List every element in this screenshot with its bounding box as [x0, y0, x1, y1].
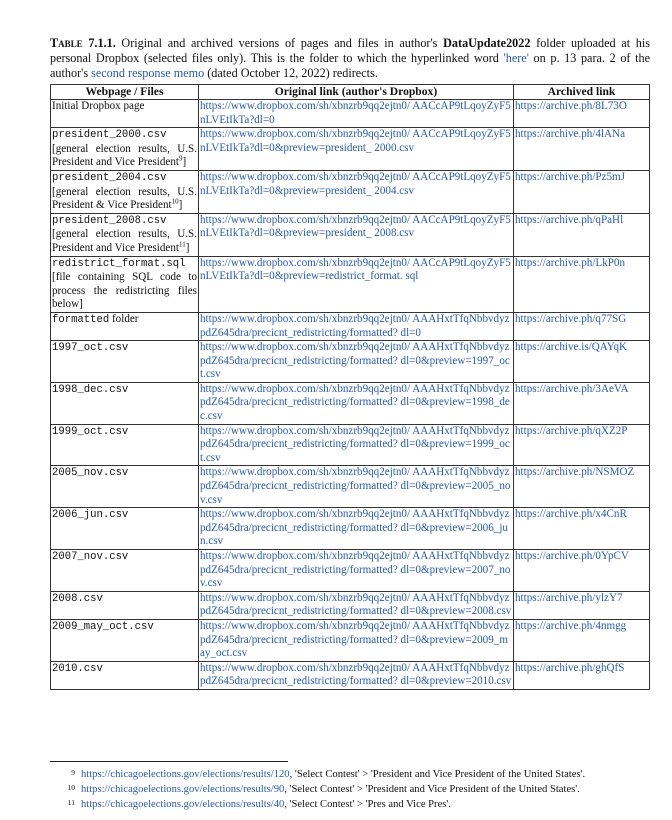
- archived-link[interactable]: https://archive.ph/q77SG: [515, 312, 627, 325]
- file-name: 2010.csv: [52, 662, 103, 675]
- footnote-body: [81, 797, 451, 812]
- footnote: [62, 767, 652, 782]
- file-name: formatted: [52, 313, 110, 326]
- footnote-body: [81, 782, 580, 797]
- file-cell: [51, 466, 199, 508]
- archived-link-cell: [514, 619, 650, 661]
- footnote-text: , 'Select Contest' > 'President and Vice President of the United States'.: [289, 769, 586, 780]
- file-description: [general election results, U.S. President & Vice President: [52, 185, 197, 212]
- archived-link-cell: [514, 424, 650, 466]
- original-link[interactable]: https://www.dropbox.com/sh/xbnzrb9qq2ejtn0/ AAAHxtTfqNbbvdyzpdZ645dra/precicnt_redistricting/formatted? dl=0&preview=2008.csv: [200, 591, 512, 618]
- file-cell: [51, 424, 199, 466]
- table-row: [51, 256, 650, 312]
- table-row: [51, 128, 650, 171]
- table-row: [51, 661, 650, 689]
- file-name: 2006_jun.csv: [52, 509, 129, 522]
- file-name: redistrict_format.sql: [52, 257, 186, 270]
- memo-link[interactable]: second response memo: [91, 66, 205, 80]
- archived-link-cell: [514, 128, 650, 171]
- archived-link[interactable]: https://archive.ph/3AeVA: [515, 382, 629, 395]
- original-link-cell: [199, 100, 514, 128]
- archived-link[interactable]: https://archive.ph/qPaHl: [515, 213, 624, 226]
- table-row: [51, 591, 650, 619]
- original-link-cell: [199, 466, 514, 508]
- original-link-cell: [199, 508, 514, 550]
- description-end: ]: [182, 156, 187, 169]
- archived-link-cell: [514, 100, 650, 128]
- file-description: [general election results, U.S. President and Vice President: [52, 228, 197, 254]
- table-header-row: [51, 85, 650, 100]
- original-link-cell: [199, 550, 514, 592]
- file-name: president_2000.csv: [52, 129, 167, 142]
- footnote-rule: [50, 761, 288, 762]
- table-row: [51, 619, 650, 661]
- file-name: 2007_nov.csv: [52, 551, 129, 563]
- footnote-marker: 9: [179, 154, 183, 163]
- original-link-cell: [199, 256, 514, 312]
- file-name: president_2004.csv: [52, 171, 167, 184]
- header-original-link: Original link (author's Dropbox): [199, 85, 514, 100]
- footnote-link[interactable]: https://chicagoelections.gov/elections/results/90: [81, 784, 285, 795]
- file-cell: [51, 312, 199, 340]
- file-cell: [51, 213, 199, 256]
- here-link[interactable]: 'here': [503, 51, 529, 65]
- archived-link-cell: [514, 213, 650, 256]
- footnotes: [62, 767, 652, 812]
- original-link[interactable]: https://www.dropbox.com/sh/xbnzrb9qq2ejtn0/ AAAHxtTfqNbbvdyzpdZ645dra/precicnt_redistricting/formatted? dl=0&preview=2009_may_oct.csv: [200, 619, 510, 660]
- file-cell: [51, 256, 199, 312]
- description-end: ]: [185, 241, 190, 254]
- archived-link[interactable]: https://archive.ph/LkP0n: [515, 256, 626, 269]
- page: [50, 36, 650, 690]
- table-row: [51, 100, 650, 128]
- archived-link-cell: [514, 341, 650, 383]
- footnote: [62, 782, 652, 797]
- file-name: 2005_nov.csv: [52, 467, 129, 480]
- footnote-number: 9: [71, 768, 75, 777]
- caption-text: on p. 13 para. 2 of the author's: [50, 51, 651, 80]
- original-link-cell: [199, 341, 514, 383]
- original-link[interactable]: https://www.dropbox.com/sh/xbnzrb9qq2ejtn0/ AAAHxtTfqNbbvdyzpdZ645dra/precicnt_redistricting/formatted? dl=0&preview=1999_oct.csv: [200, 424, 510, 464]
- archived-link-cell: [514, 591, 650, 619]
- file-name: 1998_dec.csv: [52, 383, 129, 396]
- caption-text: folder uploaded at his personal Dropbox (selected files only). This is the folder to which the hyperlinked word: [50, 36, 651, 65]
- table-label: Table 7.1.1.: [50, 36, 116, 50]
- file-description: [general election results, U.S. President and Vice President: [52, 142, 197, 169]
- footnote-number: 10: [67, 783, 75, 792]
- table-row: [51, 550, 650, 592]
- original-link-cell: [199, 661, 514, 689]
- file-name: 1997_oct.csv: [52, 342, 129, 355]
- footnote-text: , 'Select Contest' > 'Pres and Vice Pres'.: [284, 799, 451, 810]
- original-link[interactable]: https://www.dropbox.com/sh/xbnzrb9qq2ejtn0/ AACcAP9tLqoyZyF5nLVEtIkTa?dl=0&preview=president_ 2004.csv: [200, 170, 511, 197]
- archived-link[interactable]: https://archive.ph/0YpCV: [515, 550, 629, 562]
- original-link[interactable]: https://www.dropbox.com/sh/xbnzrb9qq2ejtn0/ AAAHxtTfqNbbvdyzpdZ645dra/precicnt_redistricting/formatted? dl=0&preview=2007_nov.csv: [200, 550, 511, 590]
- footnote-marker: 11: [179, 240, 186, 249]
- archived-link[interactable]: https://archive.ph/Pz5mJ: [515, 170, 626, 183]
- archived-link[interactable]: https://archive.ph/4lANa: [515, 128, 625, 141]
- table-caption: [50, 36, 650, 81]
- archived-link[interactable]: https://archive.ph/4nmgg: [515, 619, 627, 632]
- archived-link[interactable]: https://archive.is/QAYqK: [515, 341, 628, 354]
- file-description: [file containing SQL code to process the redistricting files below]: [52, 271, 197, 311]
- footnote-number: 11: [67, 798, 75, 807]
- original-link-cell: [199, 170, 514, 213]
- original-link[interactable]: https://www.dropbox.com/sh/xbnzrb9qq2ejtn0/ AAAHxtTfqNbbvdyzpdZ645dra/precicnt_redistricting/formatted? dl=0&preview=2006_jun.csv: [200, 508, 510, 548]
- archived-link[interactable]: https://archive.ph/8L73O: [515, 100, 627, 112]
- archived-link-cell: [514, 508, 650, 550]
- original-link[interactable]: https://www.dropbox.com/sh/xbnzrb9qq2ejtn0/ AACcAP9tLqoyZyF5nLVEtIkTa?dl=0&preview=president_ 2000.csv: [200, 128, 511, 154]
- original-link[interactable]: https://www.dropbox.com/sh/xbnzrb9qq2ejtn0/ AACcAP9tLqoyZyF5nLVEtIkTa?dl=0&preview=redistrict_format. sql: [200, 256, 511, 283]
- archived-link[interactable]: https://archive.ph/qXZ2P: [515, 424, 628, 437]
- file-cell: [51, 128, 199, 171]
- archived-link-cell: [514, 550, 650, 592]
- table-row: [51, 508, 650, 550]
- file-name: 2009_may_oct.csv: [52, 620, 154, 633]
- original-link-cell: [199, 591, 514, 619]
- original-link-cell: [199, 619, 514, 661]
- archived-link[interactable]: https://archive.ph/ghQfS: [515, 661, 625, 674]
- original-link[interactable]: https://www.dropbox.com/sh/xbnzrb9qq2ejtn0/ AAAHxtTfqNbbvdyzpdZ645dra/precicnt_redistricting/formatted? dl=0: [200, 312, 510, 339]
- file-cell: [51, 661, 199, 689]
- original-link[interactable]: https://www.dropbox.com/sh/xbnzrb9qq2ejtn0/ AAAHxtTfqNbbvdyzpdZ645dra/precicnt_redistricting/formatted? dl=0&preview=2005_nov.csv: [200, 466, 511, 506]
- archived-link[interactable]: https://archive.ph/NSMOZ: [515, 466, 635, 479]
- archived-link-cell: [514, 466, 650, 508]
- footnote-text: , 'Select Contest' > 'President and Vice President of the United States'.: [284, 784, 580, 795]
- file-cell: [51, 508, 199, 550]
- table-row: [51, 466, 650, 508]
- file-cell: [51, 382, 199, 424]
- original-link-cell: [199, 312, 514, 340]
- table-row: [51, 170, 650, 213]
- header-webpage-files: Webpage / Files: [51, 85, 199, 100]
- file-name: president_2008.csv: [52, 214, 167, 227]
- archived-link-cell: [514, 256, 650, 312]
- archived-link[interactable]: https://archive.ph/ylzY7: [515, 591, 623, 604]
- original-link[interactable]: https://www.dropbox.com/sh/xbnzrb9qq2ejtn0/ AAAHxtTfqNbbvdyzpdZ645dra/precicnt_redistricting/formatted? dl=0&preview=1998_dec.csv: [200, 382, 510, 423]
- table-row: [51, 213, 650, 256]
- original-link-cell: [199, 424, 514, 466]
- description-end: ]: [178, 199, 183, 212]
- original-link[interactable]: https://www.dropbox.com/sh/xbnzrb9qq2ejtn0/ AACcAP9tLqoyZyF5nLVEtIkTa?dl=0&preview=president_ 2008.csv: [200, 213, 511, 240]
- file-cell: [51, 100, 199, 128]
- table-row: [51, 382, 650, 424]
- archived-link-cell: [514, 170, 650, 213]
- footnote-link[interactable]: https://chicagoelections.gov/elections/results/40: [81, 799, 285, 810]
- file-cell: [51, 550, 199, 592]
- table-row: [51, 424, 650, 466]
- file-cell: [51, 619, 199, 661]
- file-cell: [51, 341, 199, 383]
- original-link[interactable]: https://www.dropbox.com/sh/xbnzrb9qq2ejtn0/ AAAHxtTfqNbbvdyzpdZ645dra/precicnt_redistricting/formatted? dl=0&preview=1997_oct.csv: [200, 341, 510, 381]
- original-link[interactable]: https://www.dropbox.com/sh/xbnzrb9qq2ejtn0/ AACcAP9tLqoyZyF5nLVEtIkTa?dl=0: [200, 100, 511, 126]
- file-cell: [51, 591, 199, 619]
- footnote-marker: 10: [171, 197, 179, 206]
- original-link[interactable]: https://www.dropbox.com/sh/xbnzrb9qq2ejtn0/ AAAHxtTfqNbbvdyzpdZ645dra/precicnt_redistricting/formatted? dl=0&preview=2010.csv: [200, 661, 512, 688]
- archived-link-cell: [514, 312, 650, 340]
- footnote-body: [81, 767, 585, 782]
- caption-text: (dated October 12, 2022) redirects.: [204, 66, 378, 80]
- footnote-link[interactable]: https://chicagoelections.gov/elections/results/120: [81, 769, 290, 780]
- file-name: Initial Dropbox page: [52, 100, 145, 112]
- file-cell: [51, 170, 199, 213]
- file-name: 2008.csv: [52, 592, 103, 605]
- links-table: [50, 84, 650, 690]
- original-link-cell: [199, 213, 514, 256]
- archived-link-cell: [514, 382, 650, 424]
- caption-text: Original and archived versions of pages and files in author's: [115, 36, 444, 50]
- table-row: [51, 341, 650, 383]
- original-link-cell: [199, 128, 514, 171]
- table-row: [51, 312, 650, 340]
- footnote: [62, 797, 652, 812]
- folder-name: DataUpdate2022: [443, 36, 531, 50]
- original-link-cell: [199, 382, 514, 424]
- header-archived-link: Archived link: [514, 85, 650, 100]
- archived-link-cell: [514, 661, 650, 689]
- archived-link[interactable]: https://archive.ph/x4CnR: [515, 508, 627, 521]
- file-name: 1999_oct.csv: [52, 425, 129, 438]
- file-description: folder: [109, 312, 139, 325]
- table-body: [51, 100, 650, 690]
